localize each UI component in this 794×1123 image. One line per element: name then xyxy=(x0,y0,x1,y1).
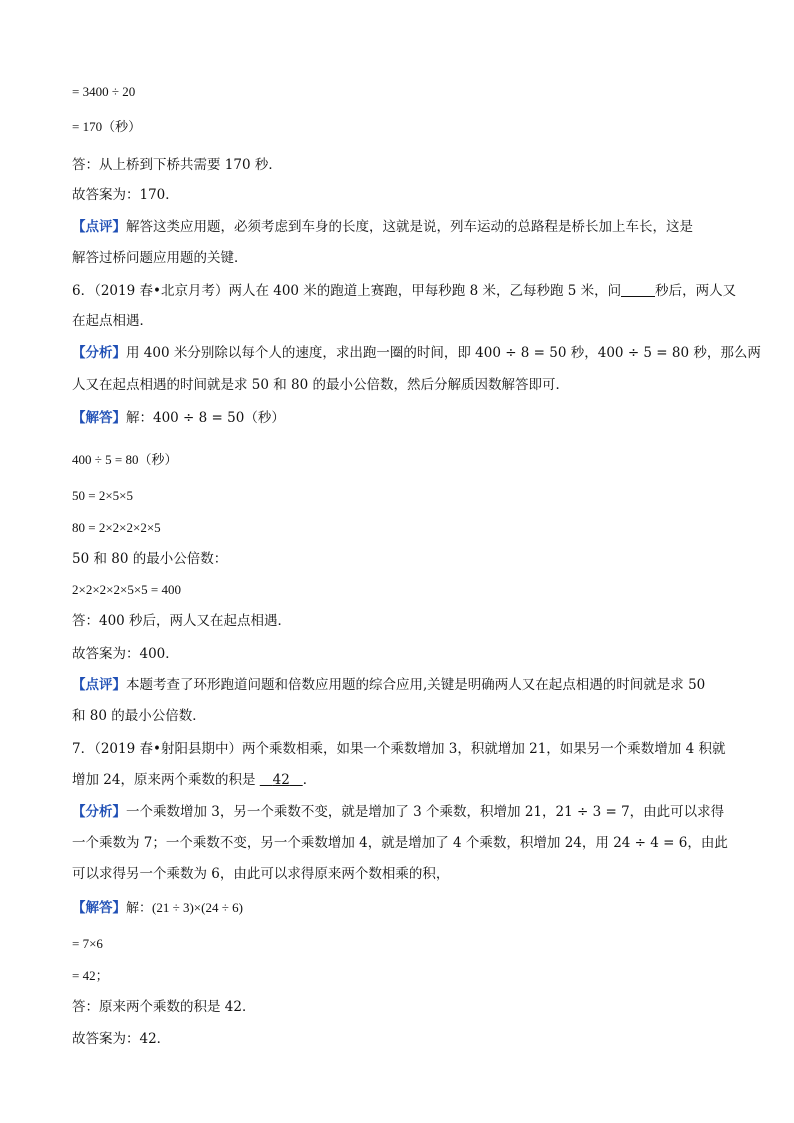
solution-line: 50 和 80 的最小公倍数： xyxy=(72,551,228,567)
solution-tag: 【解答】 xyxy=(72,410,126,426)
analysis-tag: 【分析】 xyxy=(72,345,126,361)
answer-blank-filled xyxy=(260,771,303,789)
answer-line: 故答案为：42． xyxy=(72,1031,171,1047)
question-7-line: 7．（2019 春•射阳县期中）两个乘数相乘，如果一个乘数增加 3，积就增加 21，如果另一个乘数增加 4 积就 xyxy=(72,741,726,757)
calc-line: = 7×6 xyxy=(72,936,103,951)
question-text: 秒后，两人又 xyxy=(655,283,737,299)
answer-value: 42 xyxy=(272,772,290,788)
analysis-line: 可以求得另一个乘数为 6，由此可以求得原来两个数相乘的积， xyxy=(72,866,450,882)
answer-line: 答：原来两个乘数的积是 42． xyxy=(72,999,256,1015)
solution-text: 解：(21 ÷ 3)×(24 ÷ 6) xyxy=(126,900,243,915)
question-7-line xyxy=(72,771,316,789)
answer-line: 答：400 秒后，两人又在起点相遇． xyxy=(72,613,292,629)
calc-line: 400 ÷ 5 = 80（秒） xyxy=(72,452,178,467)
solution-text: 解：400 ÷ 8 = 50（秒） xyxy=(126,410,285,426)
answer-line: 答：从上桥到下桥共需要 170 秒． xyxy=(72,157,282,173)
comment-line xyxy=(72,218,693,236)
comment-line xyxy=(72,676,705,694)
calc-line: = 42； xyxy=(72,968,109,983)
answer-blank xyxy=(621,283,655,297)
comment-line: 解答过桥问题应用题的关键． xyxy=(72,250,248,266)
question-6-line xyxy=(72,282,736,300)
solution-tag: 【解答】 xyxy=(72,900,126,916)
calc-line: = 170（秒） xyxy=(72,119,142,134)
comment-tag: 【点评】 xyxy=(72,677,126,693)
calc-line: 80 = 2×2×2×2×5 xyxy=(72,520,161,535)
question-text: 增加 24，原来两个乘数的积是 xyxy=(72,772,256,788)
calc-line: 2×2×2×2×5×5 = 400 xyxy=(72,582,181,597)
question-text: ． xyxy=(302,772,317,788)
solution-line xyxy=(72,899,243,917)
solution-line xyxy=(72,409,285,427)
answer-line: 故答案为：400． xyxy=(72,646,179,662)
answer-line: 故答案为：170． xyxy=(72,187,179,203)
analysis-text: 用 400 米分别除以每个人的速度，求出跑一圈的时间，即 400 ÷ 8 = 50 秒，400 ÷ 5 = 80 秒，那么两 xyxy=(126,345,761,361)
comment-line: 和 80 的最小公倍数． xyxy=(72,708,206,724)
calc-line: = 3400 ÷ 20 xyxy=(72,84,136,99)
calc-line: 50 = 2×5×5 xyxy=(72,488,133,503)
comment-text: 解答这类应用题，必须考虑到车身的长度，这就是说，列车运动的总路程是桥长加上车长，这是 xyxy=(126,219,693,235)
analysis-line xyxy=(72,344,761,362)
analysis-line: 人又在起点相遇的时间就是求 50 和 80 的最小公倍数，然后分解质因数解答即可． xyxy=(72,377,570,393)
analysis-line: 一个乘数为 7；一个乘数不变，另一个乘数增加 4，就是增加了 4 个乘数，积增加 24，用 24 ÷ 4 = 6，由此 xyxy=(72,835,728,851)
question-text: 6．（2019 春•北京月考）两人在 400 米的跑道上赛跑，甲每秒跑 8 米，乙每秒跑 5 米，问 xyxy=(72,283,622,299)
analysis-line xyxy=(72,803,724,821)
comment-text: 本题考查了环形跑道问题和倍数应用题的综合应用,关键是明确两人又在起点相遇的时间就是求 50 xyxy=(126,677,706,693)
question-6-line: 在起点相遇． xyxy=(72,313,153,329)
analysis-tag: 【分析】 xyxy=(72,804,126,820)
analysis-text: 一个乘数增加 3，另一个乘数不变，就是增加了 3 个乘数，积增加 21，21 ÷ 3 = 7，由此可以求得 xyxy=(126,804,725,820)
comment-tag: 【点评】 xyxy=(72,219,126,235)
